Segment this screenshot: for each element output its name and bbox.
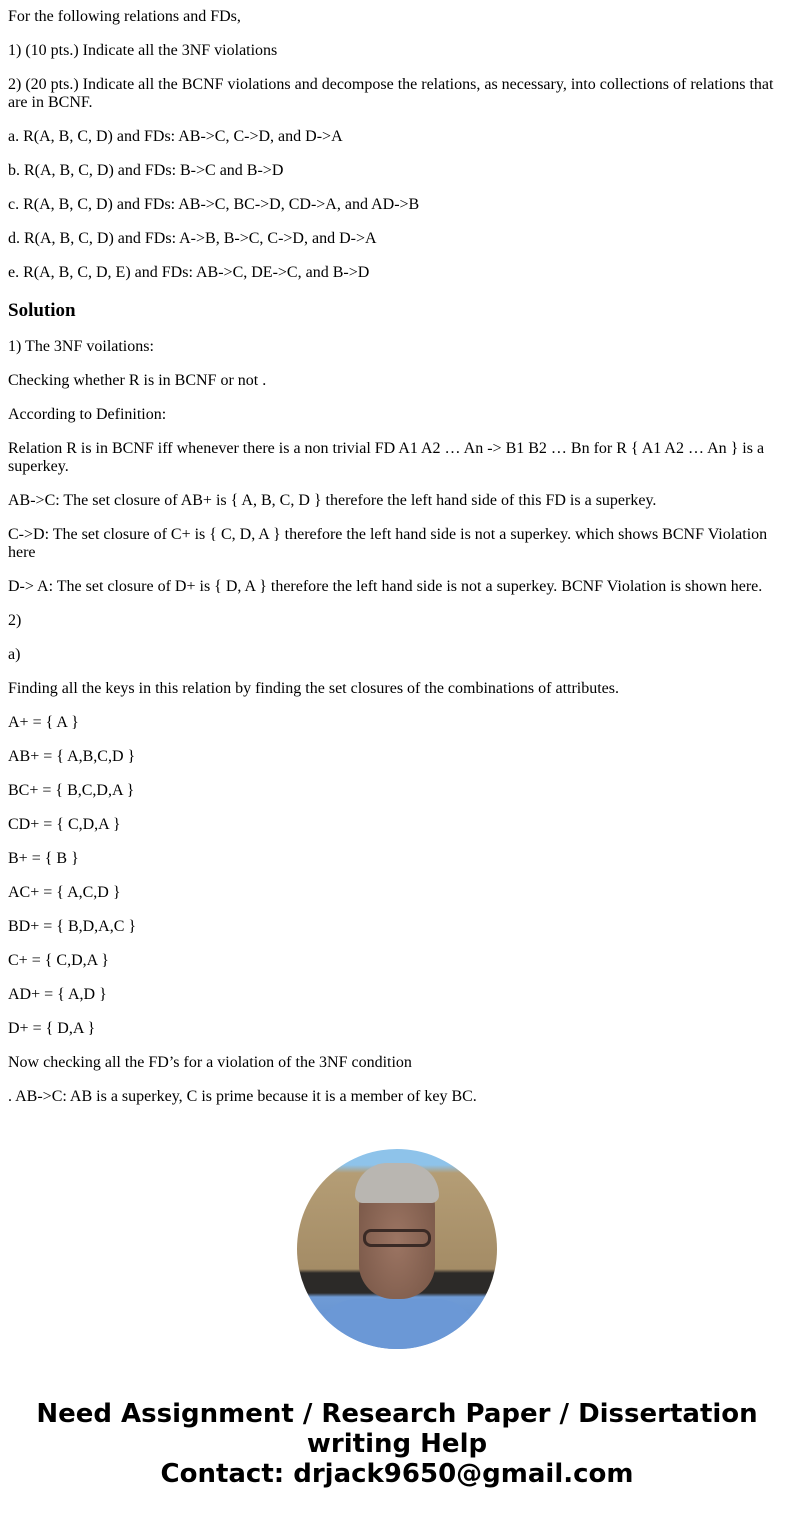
question-paragraph: For the following relations and FDs, <box>8 8 241 25</box>
author-avatar <box>297 1149 497 1349</box>
question-paragraph: b. R(A, B, C, D) and FDs: B->C and B->D <box>8 162 284 179</box>
question-paragraph: a. R(A, B, C, D) and FDs: AB->C, C->D, and D->A <box>8 128 343 145</box>
solution-paragraph: Finding all the keys in this relation by finding the set closures of the combinations of attributes. <box>8 680 620 697</box>
document-body <box>0 8 794 1106</box>
solution-section <box>8 338 786 1106</box>
author-photo-container <box>0 1149 794 1349</box>
solution-paragraph: B+ = { B } <box>8 850 79 867</box>
banner-headline: Need Assignment / Research Paper / Dissertation writing Help <box>36 1399 758 1459</box>
solution-paragraph: AC+ = { A,C,D } <box>8 884 121 901</box>
solution-paragraph: AB+ = { A,B,C,D } <box>8 748 136 765</box>
question-paragraph: e. R(A, B, C, D, E) and FDs: AB->C, DE->C, and B->D <box>8 264 370 281</box>
question-paragraph: 2) (20 pts.) Indicate all the BCNF violations and decompose the relations, as necessary, into collections of relations that are in BCNF. <box>8 76 774 111</box>
solution-paragraph: Now checking all the FD’s for a violation of the 3NF condition <box>8 1054 412 1071</box>
solution-paragraph: AD+ = { A,D } <box>8 986 107 1003</box>
solution-paragraph: a) <box>8 646 21 663</box>
solution-paragraph: D-> A: The set closure of D+ is { D, A } therefore the left hand side is not a superkey. BCNF Violation is shown here. <box>8 578 763 595</box>
question-paragraph: c. R(A, B, C, D) and FDs: AB->C, BC->D, CD->A, and AD->B <box>8 196 420 213</box>
banner-contact: Contact: drjack9650@gmail.com <box>160 1459 634 1489</box>
solution-paragraph: AB->C: The set closure of AB+ is { A, B, C, D } therefore the left hand side of this FD is a superkey. <box>8 492 657 509</box>
solution-heading: Solution <box>8 300 76 321</box>
solution-paragraph: 2) <box>8 612 22 629</box>
avatar-glasses <box>363 1229 431 1247</box>
solution-paragraph: According to Definition: <box>8 406 167 423</box>
solution-paragraph: C+ = { C,D,A } <box>8 952 109 969</box>
solution-paragraph: A+ = { A } <box>8 714 79 731</box>
solution-paragraph: Checking whether R is in BCNF or not . <box>8 372 267 389</box>
solution-paragraph: BD+ = { B,D,A,C } <box>8 918 137 935</box>
solution-paragraph: Relation R is in BCNF iff whenever there is a non trivial FD A1 A2 … An -> B1 B2 … Bn for R { A1 A2 … An } is a superkey. <box>8 440 765 475</box>
solution-paragraph: C->D: The set closure of C+ is { C, D, A } therefore the left hand side is not a superkey. which shows BCNF Violation here <box>8 526 768 561</box>
solution-paragraph: 1) The 3NF voilations: <box>8 338 154 355</box>
question-paragraph: 1) (10 pts.) Indicate all the 3NF violations <box>8 42 278 59</box>
question-paragraph: d. R(A, B, C, D) and FDs: A->B, B->C, C->D, and D->A <box>8 230 377 247</box>
avatar-hair <box>355 1163 439 1203</box>
solution-paragraph: D+ = { D,A } <box>8 1020 96 1037</box>
question-section <box>8 8 786 282</box>
solution-paragraph: CD+ = { C,D,A } <box>8 816 121 833</box>
avatar-shirt <box>317 1299 477 1349</box>
solution-paragraph: . AB->C: AB is a superkey, C is prime because it is a member of key BC. <box>8 1088 477 1105</box>
solution-paragraph: BC+ = { B,C,D,A } <box>8 782 135 799</box>
contact-banner <box>0 1399 794 1489</box>
